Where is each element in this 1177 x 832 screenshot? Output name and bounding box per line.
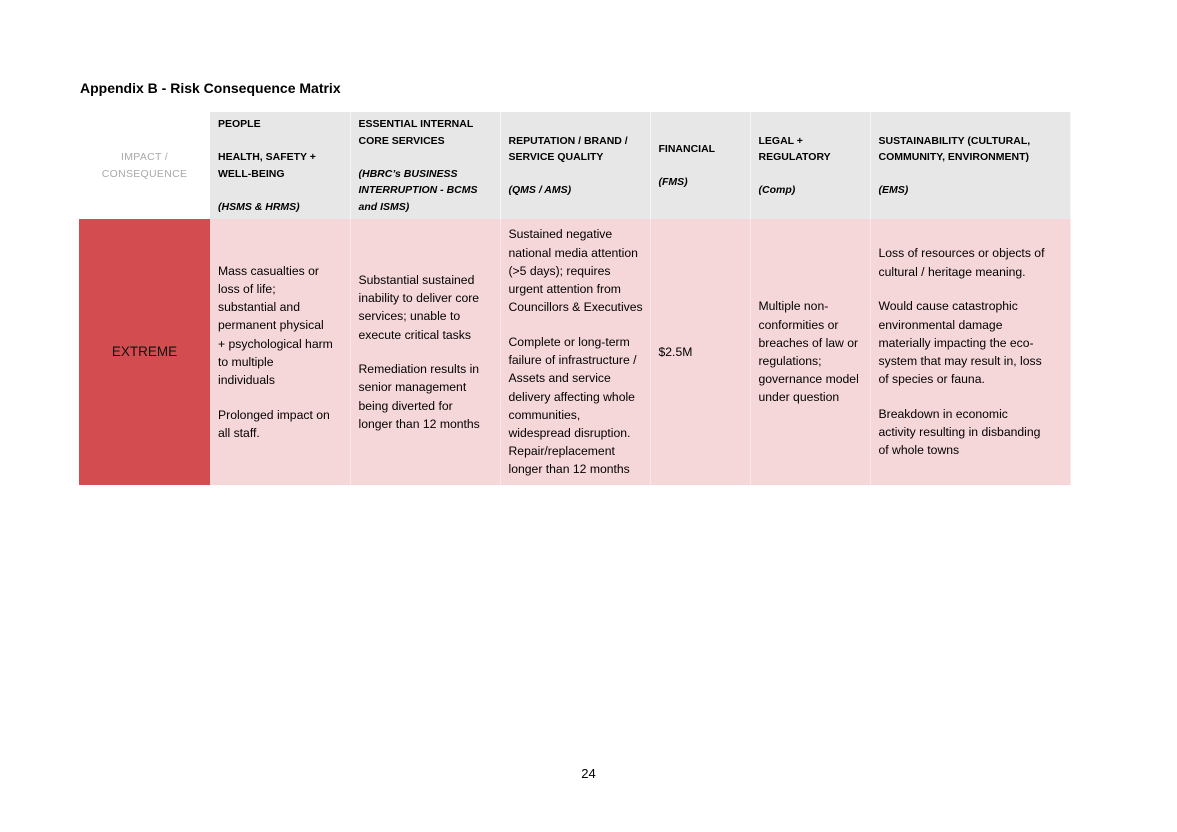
cell-line: Complete or long-term: [508, 334, 630, 349]
cell-line: substantial and: [218, 300, 300, 315]
header-line: WELL-BEING: [218, 167, 285, 180]
header-spacer: [759, 166, 867, 183]
cell-line: breaches of law or: [758, 335, 859, 350]
cell-line: Assets and service: [508, 371, 611, 386]
cell-line: Sustained negative: [508, 227, 613, 242]
cell-line: individuals: [218, 373, 275, 388]
header-line: FINANCIAL: [658, 142, 716, 155]
cell-line: communities,: [508, 407, 581, 422]
header-line: REGULATORY: [758, 151, 831, 163]
header-line: REPUTATION / BRAND /: [508, 134, 628, 147]
cell-line: of whole towns: [878, 443, 960, 458]
header-line: and ISMS): [358, 200, 410, 213]
header-line: PEOPLE: [218, 118, 261, 130]
cell-line: governance model: [758, 372, 859, 387]
cell-line: to multiple: [218, 354, 274, 369]
header-sustainability: [870, 112, 1070, 219]
cell-line: regulations;: [758, 354, 822, 368]
matrix-header-row: [79, 112, 1070, 219]
cell-line: cultural / heritage meaning.: [878, 264, 1026, 279]
cell-line: Mass casualties or: [218, 263, 319, 278]
cell-line: longer than 12 months: [358, 416, 480, 431]
cell-line: urgent attention from: [508, 282, 621, 297]
cell-line: materially impacting the eco-: [878, 335, 1034, 350]
cell-line: Prolonged impact on: [218, 407, 330, 422]
header-line: (HBRC’s BUSINESS: [358, 167, 458, 180]
cell-line: delivery affecting whole: [508, 389, 635, 404]
header-line: CORE SERVICES: [358, 134, 445, 147]
cell-line: + psychological harm: [218, 336, 333, 351]
header-line: HEALTH, SAFETY +: [218, 151, 316, 163]
cell-line: loss of life;: [218, 282, 276, 297]
header-line: (HSMS & HRMS): [218, 200, 300, 213]
header-line: (Comp): [758, 184, 796, 196]
header-reputation-brand-service-quality: [500, 112, 650, 219]
header-line: COMMUNITY, ENVIRONMENT): [878, 151, 1029, 163]
header-line: (QMS / AMS): [508, 184, 572, 196]
impact-consequence-header: [79, 112, 210, 219]
header-line: LEGAL +: [758, 134, 803, 147]
cell-line: $2.5M: [658, 344, 693, 359]
header-spacer: [359, 149, 497, 166]
cell-people-extreme: [210, 219, 350, 485]
header-legal-regulatory: [750, 112, 870, 219]
cell-line: Multiple non-: [758, 299, 829, 314]
header-essential-internal-core-services: [350, 112, 500, 219]
cell-line: Remediation results in: [358, 362, 480, 377]
header-line: SERVICE QUALITY: [508, 151, 604, 163]
cell-spacer: [218, 389, 347, 406]
cell-sustainability-extreme: [870, 219, 1070, 485]
cell-legal-extreme: [750, 219, 870, 485]
page-number: 24: [581, 766, 596, 781]
cell-line: (>5 days); requires: [508, 263, 611, 278]
cell-financial-extreme: [650, 219, 750, 485]
header-line: (FMS): [658, 175, 688, 188]
risk-consequence-matrix: [79, 112, 1071, 485]
header-spacer: [879, 166, 1067, 183]
header-line: INTERRUPTION - BCMS: [358, 184, 478, 196]
cell-line: senior management: [358, 380, 467, 395]
cell-line: widespread disruption.: [508, 425, 631, 440]
cell-line: conformities or: [758, 317, 839, 332]
header-spacer: [218, 182, 347, 199]
cell-line: Repair/replacement: [508, 444, 615, 459]
cell-core-services-extreme: [350, 219, 500, 485]
cell-spacer: [359, 344, 497, 361]
corner-line-1: IMPACT /: [121, 151, 168, 163]
cell-line: being diverted for: [358, 398, 453, 413]
cell-spacer: [879, 281, 1067, 298]
matrix-row-extreme: [79, 219, 1070, 485]
cell-line: under question: [758, 390, 840, 405]
header-financial: [650, 112, 750, 219]
corner-line-2: CONSEQUENCE: [101, 167, 188, 180]
cell-line: Would cause catastrophic: [878, 299, 1018, 314]
cell-reputation-extreme: [500, 219, 650, 485]
cell-line: of species or fauna.: [878, 372, 985, 387]
cell-line: Substantial sustained: [358, 272, 475, 287]
header-spacer: [659, 157, 747, 174]
header-spacer: [218, 133, 347, 150]
cell-line: longer than 12 months: [508, 462, 630, 477]
header-line: SUSTAINABILITY (CULTURAL,: [878, 134, 1031, 147]
cell-line: environmental damage: [878, 317, 1003, 332]
header-people: [210, 112, 350, 219]
cell-spacer: [509, 316, 647, 333]
cell-spacer: [879, 388, 1067, 405]
cell-line: execute critical tasks: [358, 327, 471, 342]
header-line: ESSENTIAL INTERNAL: [358, 118, 474, 130]
cell-line: system that may result in, loss: [878, 354, 1042, 368]
cell-line: permanent physical: [218, 318, 324, 333]
cell-line: all staff.: [218, 425, 260, 440]
header-spacer: [509, 166, 647, 183]
page-title: Appendix B - Risk Consequence Matrix: [80, 80, 341, 96]
cell-line: national media attention: [508, 245, 638, 260]
cell-line: inability to deliver core: [358, 291, 480, 306]
consequence-level-extreme: EXTREME: [79, 219, 210, 485]
cell-line: activity resulting in disbanding: [878, 425, 1041, 440]
cell-line: Breakdown in economic: [878, 406, 1008, 421]
header-line: (EMS): [878, 184, 909, 196]
cell-line: services; unable to: [358, 309, 461, 324]
cell-line: Loss of resources or objects of: [878, 246, 1045, 261]
cell-line: failure of infrastructure /: [508, 353, 637, 368]
cell-line: Councillors & Executives: [508, 300, 643, 315]
